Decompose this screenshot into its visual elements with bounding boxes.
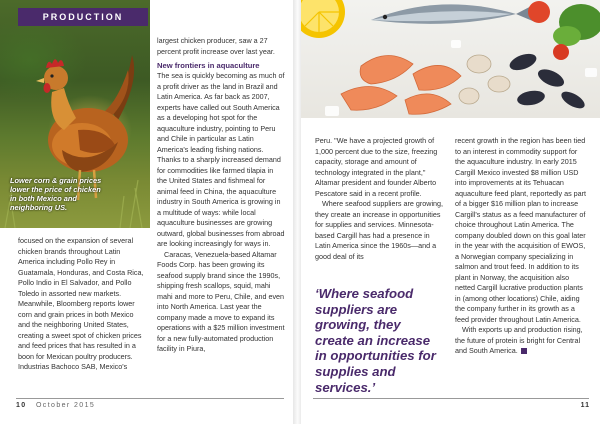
footer-rule (313, 398, 589, 399)
body-paragraph (455, 325, 589, 357)
end-mark-icon (521, 348, 527, 354)
left-column-2 (157, 36, 285, 355)
pull-quote: ‘Where seafood suppliers are growing, they create an increase in opportunities for supplies and services.’ (315, 286, 436, 395)
page-number: 10 (16, 402, 27, 409)
right-column-2 (455, 136, 589, 357)
section-heading: New frontiers in aquaculture (157, 61, 260, 70)
page-number: 11 (580, 402, 590, 409)
body-paragraph: Caracas, Venezuela-based Altamar Foods Corp. has been growing its seafood supply brand since the 1990s, shipping fresh scallops, squid, mahi mahi and more to Peru, Chile, and even into North America. Last year the company made a move to expand its operations with a $25 million investment for a new fully-automated production facility in Piura, (157, 249, 285, 353)
right-column-1 (315, 136, 447, 262)
body-paragraph: focused on the expansion of several chicken brands throughout Latin America including Pollo Rey in Guatamala, Honduras, and Costa Rica, Pollo Indio in El Salvador, and Pollo Toledo in assorted new markets. Meanwhile, Bloomberg reports lower corn and grain prices in both Mexico and the neighboring United States, creating a sweet spot of chicken prices and feed prices that has resulted in a boon for Mexican poultry producers. Industrias Bachoco SAB, Mexico's (18, 236, 144, 371)
seafood-photo (301, 0, 600, 118)
body-paragraph: Peru. "We have a projected growth of 1,000 percent due to the size, freezing capacity, storage and amount of technology integrated in the plant," Altamar president and founder Alberto Pescatore said in a recent profile. (315, 136, 438, 198)
body-paragraph: largest chicken producer, saw a 27 percent profit increase over last year. (157, 36, 275, 56)
seafood-illustration (301, 0, 600, 118)
closing-text: With exports up and production rising, the future of protein is bright for Central and South America. (455, 325, 583, 355)
photo-caption: Lower corn & grain prices lower the price of chicken in both Mexico and neighboring US. (10, 176, 102, 212)
body-paragraph: recent growth in the region has been tied to an interest in commodity support for the aquaculture industry. In early 2015 Cargill Mexico invested $8 million USD into improvements at its Tehuacan aquaculture feed plant, reportedly as part of a bigger $16 million plan to increase Cargill's status as a feed manufacturer of choice throughout Latin America. The company doubled down on this goal later in the year with the acquisition of EWOS, a Norwegian company specializing in salmon and trout feed. In addition to its plant in Norway, the acquisition also netted Cargill lucrative production plants in (among other locations) Chile, aiding the company further in its growth as a feed provider throughout Latin America. (455, 136, 587, 324)
footer-rule (16, 398, 284, 399)
section-tab: PRODUCTION (18, 8, 148, 26)
body-paragraph: Where seafood suppliers are growing, they create an increase in opportunities for supplies and services. Minnesota-based Cargill has had a presence in Latin America since the 1960s—and a good deal of its (315, 199, 444, 261)
left-page (0, 0, 293, 424)
footer-left (16, 402, 95, 409)
left-column-1 (18, 236, 146, 373)
spread-gutter (293, 0, 301, 424)
hen-photo (0, 0, 150, 228)
right-page (301, 0, 600, 424)
issue-date: October 2015 (35, 402, 96, 409)
body-paragraph: The sea is quickly becoming as much of a profit driver as the land in Brazil and Latin America. As far back as 2007, experts have called out South America as a developing hot spot for the aquaculture industry, pointing to Peru and Chile in particular as Latin America's leading fishing nations. Thanks to a sharply increased demand for commodities like farmed tilapia in the United States and fishmeal for animal feed in China, the aquaculture industry in South America is growing in a multitude of ways: while local aquaculture businesses are growing outward, global businesses from abroad are looking increasingly for ways in. (157, 71, 285, 248)
